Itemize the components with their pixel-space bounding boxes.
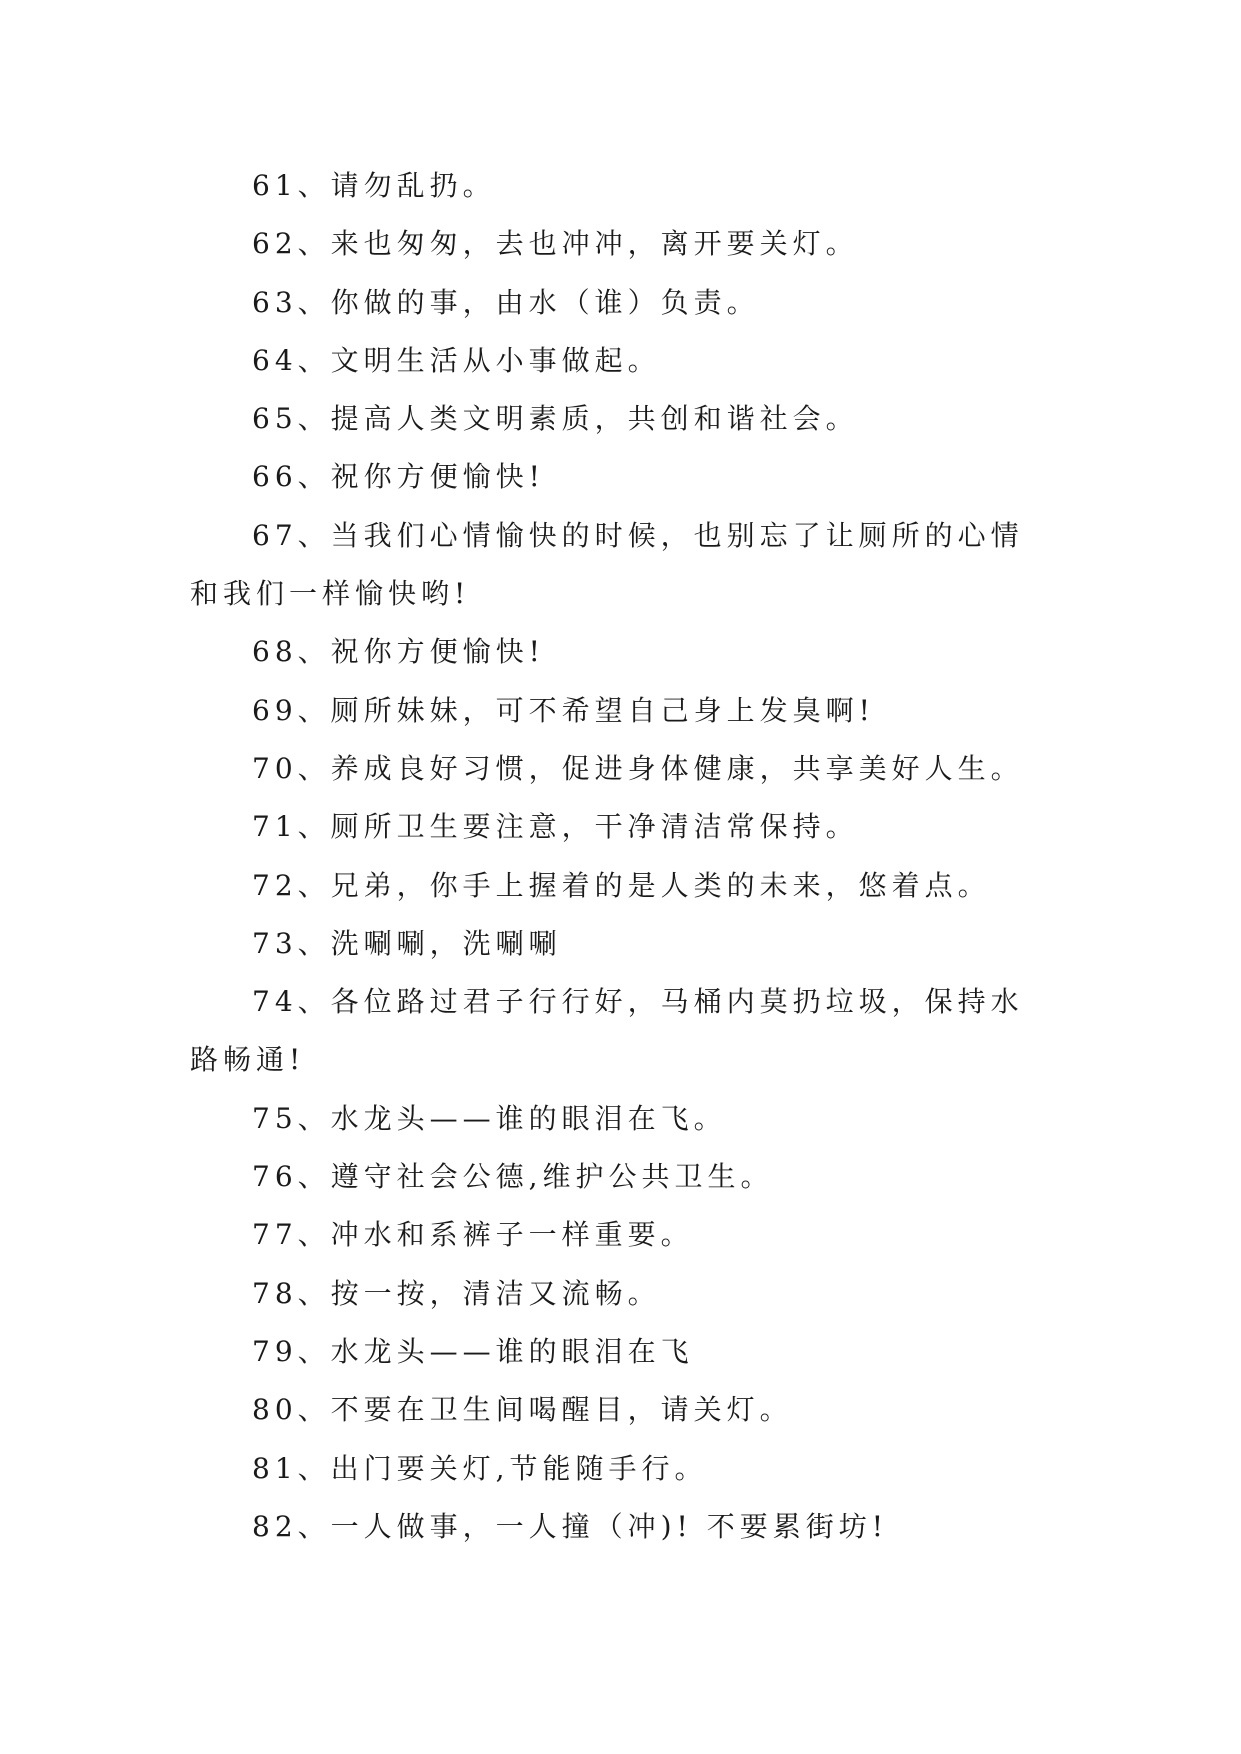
list-item: 80、不要在卫生间喝醒目，请关灯。	[252, 1393, 793, 1427]
list-item: 74、各位路过君子行行好，马桶内莫扔垃圾，保持水路畅通!	[190, 985, 1024, 1077]
list-item: 68、祝你方便愉快!	[252, 635, 545, 669]
list-item: 79、水龙头——谁的眼泪在飞	[252, 1334, 694, 1368]
list-item: 71、厕所卫生要注意，干净清洁常保持。	[252, 810, 859, 844]
list-item: 65、提高人类文明素质，共创和谐社会。	[252, 402, 859, 436]
list-item: 81、出门要关灯,节能随手行。	[252, 1451, 708, 1485]
list-item: 61、请勿乱扔。	[252, 169, 496, 202]
list-item: 78、按一按，清洁又流畅。	[252, 1276, 661, 1310]
list-item: 64、文明生活从小事做起。	[252, 343, 661, 377]
list-item: 77、冲水和系裤子一样重要。	[252, 1218, 694, 1252]
list-item: 67、当我们心情愉快的时候，也别忘了让厕所的心情和我们一样愉快哟!	[190, 518, 1024, 611]
list-item: 75、水龙头——谁的眼泪在飞。	[252, 1101, 727, 1135]
slogan-list	[190, 157, 1050, 1556]
list-item: 63、你做的事，由水（谁）负责。	[252, 285, 760, 319]
list-item: 76、遵守社会公德,维护公共卫生。	[252, 1160, 774, 1194]
list-item: 73、洗唰唰，洗唰唰	[252, 926, 562, 960]
list-item: 70、养成良好习惯，促进身体健康，共享美好人生。	[252, 751, 1024, 785]
list-item: 82、一人做事，一人撞（冲)! 不要累街坊!	[252, 1509, 888, 1543]
list-item: 72、兄弟，你手上握着的是人类的未来，悠着点。	[252, 868, 991, 902]
list-item: 69、厕所妹妹，可不希望自己身上发臭啊!	[252, 693, 875, 727]
list-item: 62、来也匆匆，去也冲冲，离开要关灯。	[252, 227, 859, 261]
list-item: 66、祝你方便愉快!	[252, 460, 545, 494]
